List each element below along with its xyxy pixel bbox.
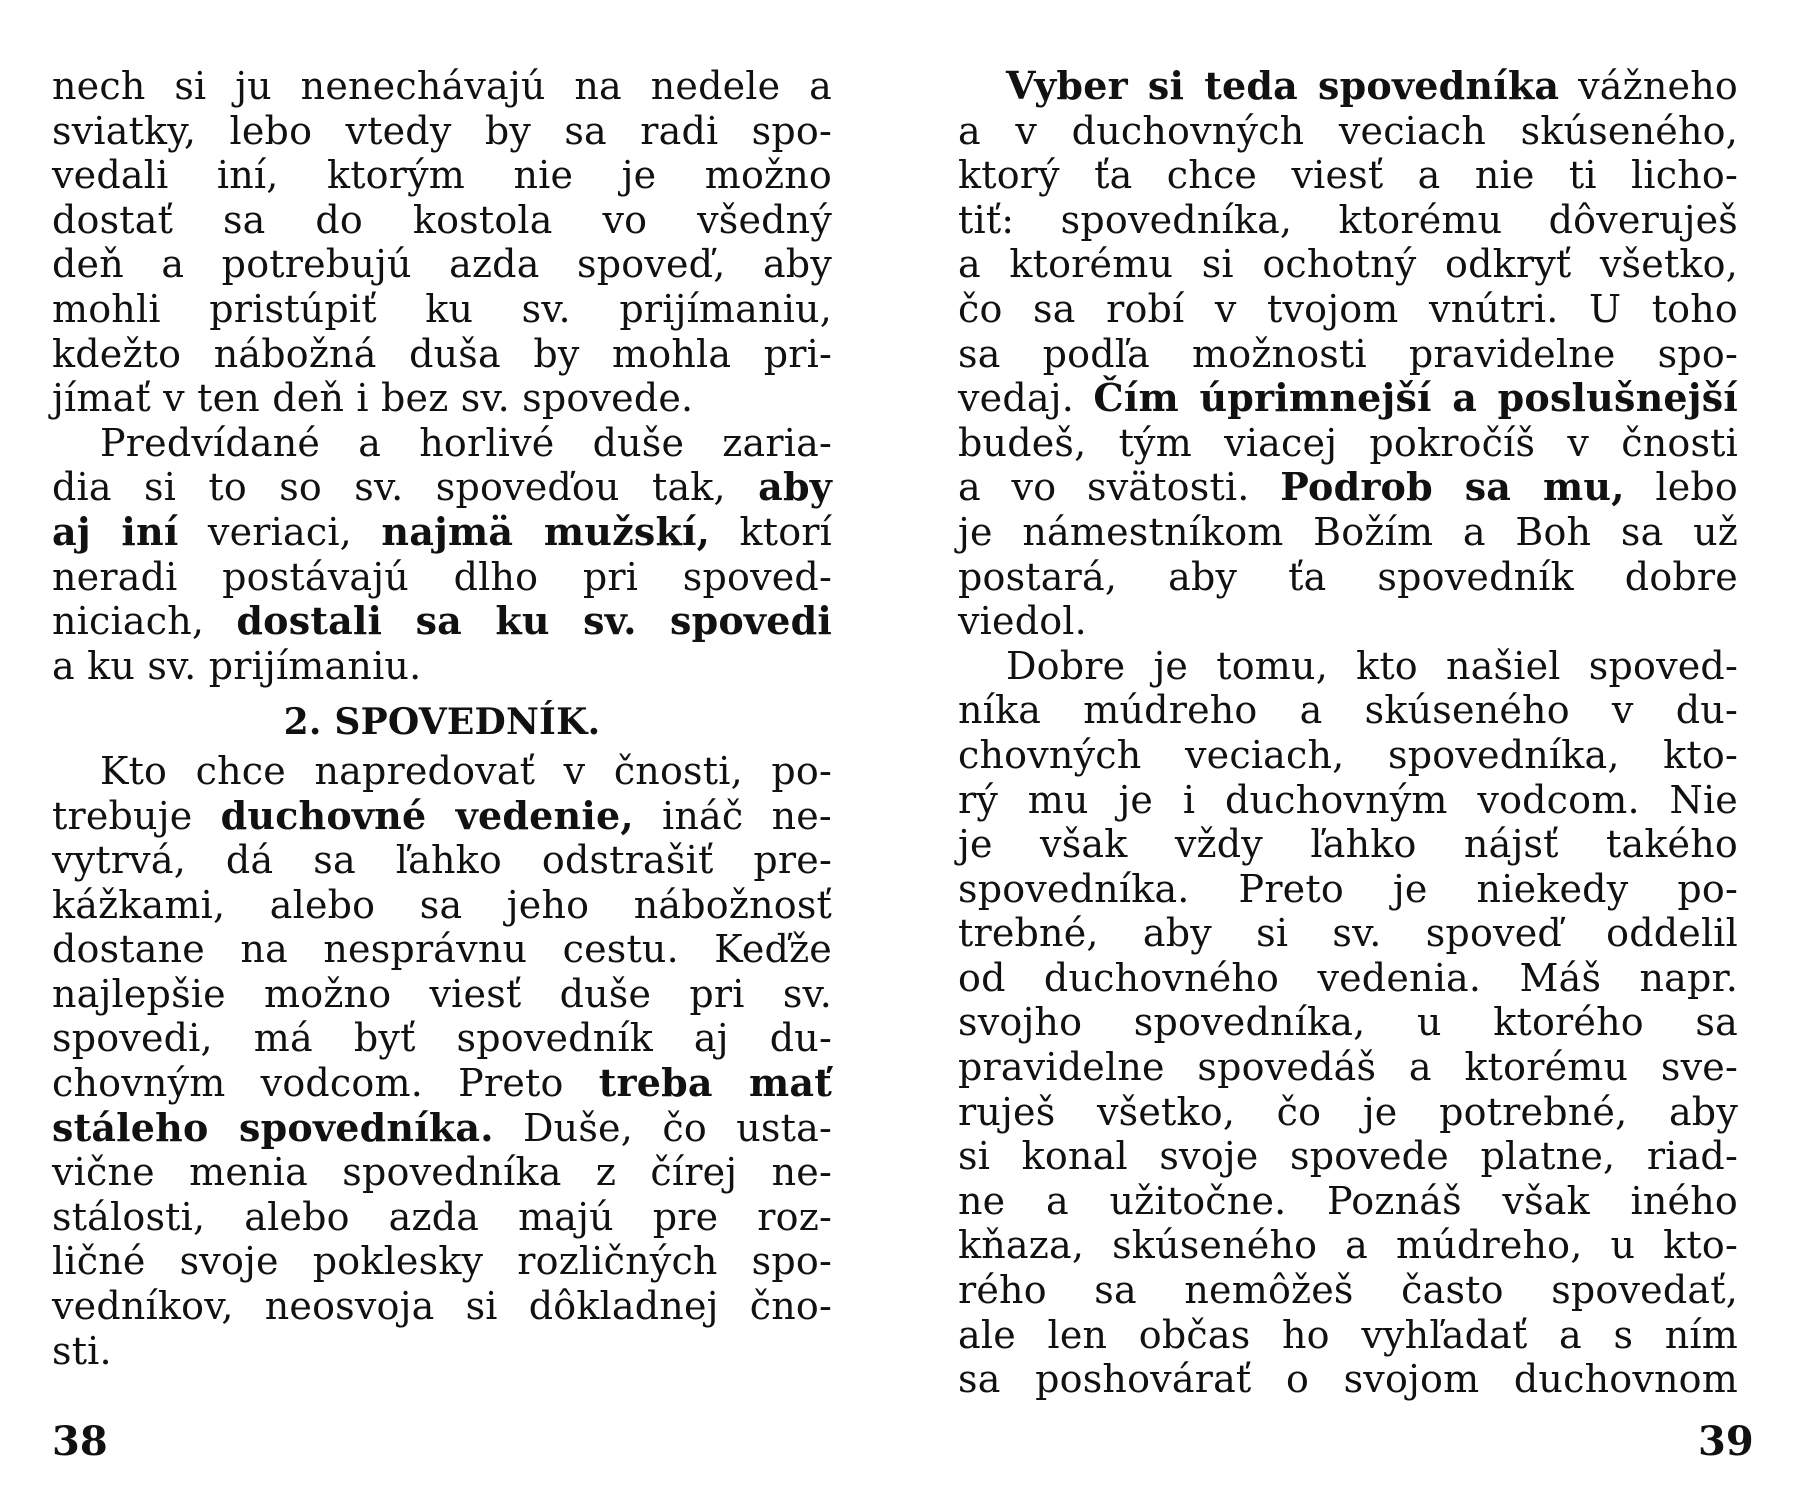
text-line (958, 1000, 1738, 1045)
text-line (958, 421, 1738, 466)
text-run: ličné svoje poklesky rozličných spo- (52, 1239, 832, 1284)
text-run: najlepšie možno viesť duše pri sv. (52, 971, 832, 1016)
text-run: svojho spovedníka, u ktorého sa (958, 1000, 1738, 1045)
bold-text: Podrob sa mu, (1280, 464, 1625, 510)
text-run: sviatky, lebo vtedy by sa radi spo- (52, 108, 832, 153)
text-line (52, 883, 832, 928)
bold-text: aby (758, 464, 832, 510)
text-run: vedaj. (958, 376, 1094, 421)
right-page (958, 64, 1738, 1464)
text-line (52, 1284, 832, 1329)
text-run: vične menia spovedníka z čírej ne- (52, 1150, 832, 1195)
text-run: Duše, čo usta- (493, 1105, 832, 1150)
bold-text: aj iní (52, 508, 179, 554)
page-number-left: 38 (52, 1418, 108, 1465)
text-line (958, 644, 1738, 689)
text-run: Dobre je tomu, kto našiel spoved- (1006, 643, 1738, 688)
text-run: a ku sv. prijímaniu. (52, 643, 422, 688)
bold-text: najmä mužskí, (381, 508, 711, 554)
text-line (52, 1016, 832, 1061)
text-line (52, 1329, 832, 1374)
bold-text: Vyber si teda spovedníka (1006, 63, 1560, 108)
text-line (958, 1179, 1738, 1224)
text-line (52, 198, 832, 243)
bold-text: stáleho spovedníka. (52, 1104, 494, 1150)
text-run: a v duchovných veciach skúseného, (958, 108, 1738, 153)
text-run: jímať v ten deň i bez sv. spovede. (52, 376, 694, 421)
bold-text: Čím úprimnejší a poslušnejší (1093, 375, 1738, 421)
text-line (52, 794, 832, 839)
text-run: sa poshovárať o svojom duchovnom (958, 1357, 1738, 1402)
text-line (52, 153, 832, 198)
text-line (958, 1223, 1738, 1268)
text-run: vytrvá, dá sa ľahko odstrašiť pre- (52, 838, 832, 883)
text-line (958, 599, 1738, 644)
text-run: ktorý ťa chce viesť a nie ti licho- (958, 153, 1738, 198)
text-run: spovedníka. Preto je niekedy po- (958, 866, 1738, 911)
text-line (52, 644, 832, 689)
text-line (52, 972, 832, 1017)
text-line (958, 1268, 1738, 1313)
text-line (958, 778, 1738, 823)
text-line (958, 1357, 1738, 1402)
text-run: sa podľa možnosti pravidelne spo- (958, 331, 1738, 376)
text-line (52, 465, 832, 510)
text-run: deň a potrebujú azda spoveď, aby (52, 242, 832, 287)
text-line (52, 838, 832, 883)
text-run: pravidelne spovedáš a ktorému sve- (958, 1045, 1738, 1090)
bold-text: duchovné vedenie, (220, 792, 634, 838)
text-run: kážkami, alebo sa jeho nábožnosť (52, 882, 832, 927)
text-run: viedol. (958, 599, 1087, 644)
text-line (958, 688, 1738, 733)
text-run: trebné, aby si sv. spoveď oddelil (958, 911, 1738, 956)
text-line (52, 599, 832, 644)
text-line (958, 242, 1738, 287)
text-run: a ktorému si ochotný odkryť všetko, (958, 242, 1738, 287)
text-line (958, 911, 1738, 956)
text-line (52, 287, 832, 332)
text-run: 2. SPOVEDNÍK. (283, 701, 601, 744)
text-line (958, 1045, 1738, 1090)
text-line (52, 749, 832, 794)
text-line (958, 555, 1738, 600)
left-page (52, 64, 832, 1464)
text-line (958, 1313, 1738, 1358)
text-line (52, 1061, 832, 1106)
text-run: je námestníkom Božím a Boh sa už (958, 509, 1738, 554)
text-line (52, 1195, 832, 1240)
text-run: Predvídané a horlivé duše zaria- (100, 420, 832, 465)
text-run: stálosti, alebo azda majú pre roz- (52, 1194, 832, 1239)
text-line (958, 733, 1738, 778)
text-line (958, 822, 1738, 867)
text-run: vedali iní, ktorým nie je možno (52, 153, 832, 198)
text-run: neradi postávajú dlho pri spoved- (52, 554, 832, 599)
text-run: je však vždy ľahko nájsť takého (958, 822, 1738, 867)
text-line (958, 287, 1738, 332)
text-line (52, 421, 832, 466)
text-run: spovedi, má byť spovedník aj du- (52, 1016, 832, 1061)
text-line (958, 64, 1738, 109)
text-run: veriaci, (178, 509, 382, 554)
text-line (958, 867, 1738, 912)
text-run: ale len občas ho vyhľadať a s ním (958, 1312, 1738, 1357)
text-run: vážneho (1559, 64, 1738, 108)
text-run: niciach, (52, 599, 237, 644)
text-line (958, 956, 1738, 1001)
text-line (52, 332, 832, 377)
bold-text: treba mať (598, 1060, 832, 1106)
page-number-right: 39 (1698, 1418, 1754, 1465)
text-run: dostane na nesprávnu cestu. Keďže (52, 927, 832, 972)
text-line (958, 153, 1738, 198)
text-run: rý mu je i duchovným vodcom. Nie (958, 777, 1738, 822)
text-line (52, 510, 832, 555)
text-run: čo sa robí v tvojom vnútri. U toho (958, 286, 1738, 331)
text-run: si konal svoje spovede platne, riad- (958, 1134, 1738, 1179)
text-run: ne a užitočne. Poznáš však iného (958, 1178, 1738, 1223)
text-run: lebo (1624, 465, 1738, 510)
text-line (52, 242, 832, 287)
text-run: a vo svätosti. (958, 465, 1281, 510)
text-run: rého sa nemôžeš často spovedať, (958, 1268, 1738, 1313)
text-run: chovných veciach, spovedníka, kto- (958, 732, 1738, 777)
text-line (52, 927, 832, 972)
text-run: ruješ všetko, čo je potrebné, aby (958, 1089, 1738, 1134)
text-run: postará, aby ťa spovedník dobre (958, 554, 1738, 599)
text-line (958, 198, 1738, 243)
bold-text: dostali sa ku sv. spovedi (236, 598, 832, 644)
text-line (958, 109, 1738, 154)
text-line (52, 109, 832, 154)
text-run: budeš, tým viacej pokročíš v čnosti (958, 420, 1738, 465)
text-line (52, 1106, 832, 1151)
text-line (958, 1134, 1738, 1179)
text-run: nech si ju nenechávajú na nedele a (52, 64, 832, 108)
text-line (52, 1150, 832, 1195)
text-line (958, 376, 1738, 421)
text-line (52, 64, 832, 109)
text-run: tiť: spovedníka, ktorému dôveruješ (958, 197, 1738, 242)
text-line (958, 465, 1738, 510)
text-line (958, 1090, 1738, 1135)
section-heading (52, 700, 832, 745)
text-line (958, 332, 1738, 377)
text-line (52, 555, 832, 600)
text-run: chovným vodcom. Preto (52, 1061, 599, 1106)
text-run: dostať sa do kostola vo všedný (52, 197, 832, 242)
text-line (52, 1239, 832, 1284)
text-line (958, 510, 1738, 555)
text-run: vedníkov, neosvoja si dôkladnej čno- (52, 1284, 832, 1329)
text-run: ináč ne- (633, 793, 832, 838)
text-line (52, 376, 832, 421)
text-run: Kto chce napredovať v čnosti, po- (100, 748, 832, 793)
text-run: ktorí (710, 509, 832, 554)
text-run: trebuje (52, 793, 221, 838)
text-run: kdežto nábožná duša by mohla pri- (52, 331, 832, 376)
text-run: dia si to so sv. spoveďou tak, (52, 465, 759, 510)
text-run: níka múdreho a skúseného v du- (958, 688, 1738, 733)
text-run: sti. (52, 1328, 112, 1373)
text-run: od duchovného vedenia. Máš napr. (958, 955, 1738, 1000)
text-run: kňaza, skúseného a múdreho, u kto- (958, 1223, 1738, 1268)
text-run: mohli pristúpiť ku sv. prijímaniu, (52, 286, 832, 331)
